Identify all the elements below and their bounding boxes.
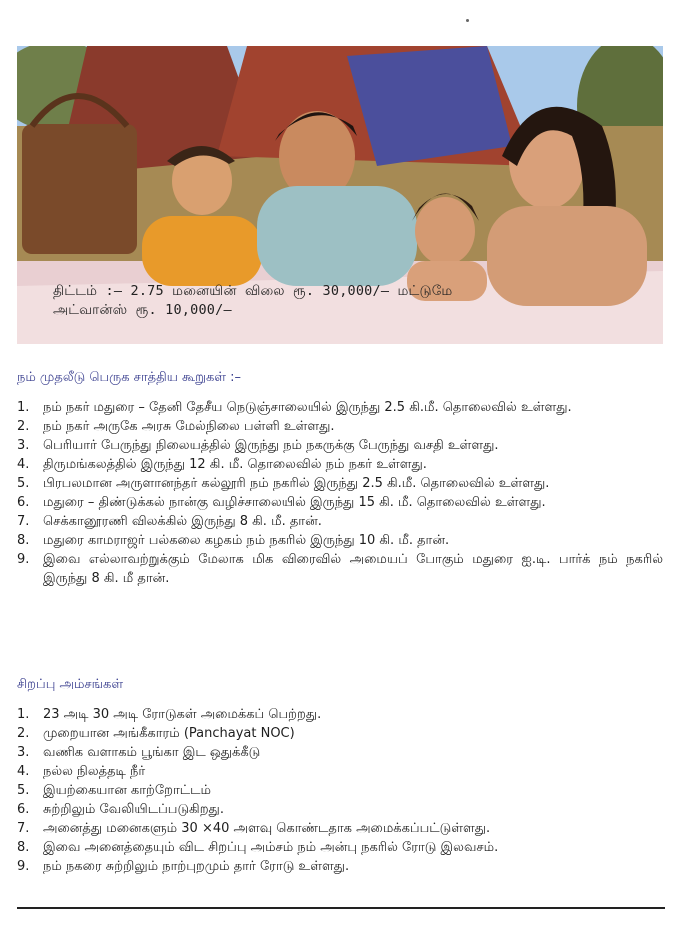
item-number: 3. — [17, 438, 30, 453]
list-item — [17, 493, 663, 512]
list-item — [17, 550, 663, 588]
list-item — [17, 705, 663, 724]
list-item — [17, 436, 663, 455]
advantages-list — [17, 398, 663, 588]
item-text: பிரபலமான அருளானந்தர் கல்லூரி நம் நகரில் இருந்து 2.5 கி.மீ. தொலைவில் உள்ளது. — [43, 476, 550, 491]
item-number: 2. — [17, 726, 30, 741]
features-heading: சிறப்பு அம்சங்கள் — [17, 677, 124, 692]
item-number: 5. — [17, 476, 30, 491]
list-item — [17, 474, 663, 493]
photo-caption — [53, 282, 452, 320]
item-text: பெரியார் பேருந்து நிலையத்தில் இருந்து நம் நகருக்கு பேருந்து வசதி உள்ளது. — [43, 438, 499, 453]
item-text: இயற்கையான காற்றோட்டம் — [43, 783, 211, 798]
item-text: வணிக வளாகம் பூங்கா இட ஒதுக்கீடு — [43, 745, 261, 760]
item-number: 1. — [17, 707, 30, 722]
item-text: இவை எல்லாவற்றுக்கும் மேலாக மிக விரைவில் அமையப் போகும் மதுரை ஐ.டி. பார்க் நம் நகரில் இருந்து 8 கி. மீ தான். — [43, 552, 663, 586]
item-number: 7. — [17, 821, 30, 836]
list-item — [17, 512, 663, 531]
speck — [466, 19, 469, 22]
list-item — [17, 781, 663, 800]
item-text: செக்கானூரணி விலக்கில் இருந்து 8 கி. மீ. தான். — [43, 514, 322, 529]
item-number: 2. — [17, 419, 30, 434]
item-text: மதுரை – திண்டுக்கல் நான்கு வழிச்சாலையில் இருந்து 15 கி. மீ. தொலைவில் உள்ளது. — [43, 495, 546, 510]
list-item — [17, 455, 663, 474]
list-item — [17, 819, 663, 838]
list-item — [17, 417, 663, 436]
item-text: நம் நகரை சுற்றிலும் நாற்புறமும் தார் ரோடு உள்ளது. — [43, 859, 350, 874]
item-number: 4. — [17, 764, 30, 779]
item-text: நம் நகர் மதுரை – தேனி தேசீய நெடுஞ்சாலையில் இருந்து 2.5 கி.மீ. தொலைவில் உள்ளது. — [43, 400, 572, 415]
item-number: 5. — [17, 783, 30, 798]
item-number: 1. — [17, 400, 30, 415]
item-text: மதுரை காமராஜர் பல்கலை கழகம் நம் நகரில் இருந்து 10 கி. மீ. தான். — [43, 533, 450, 548]
item-number: 9. — [17, 859, 30, 874]
list-item — [17, 838, 663, 857]
item-text: முறையான அங்கீகாரம் (Panchayat NOC) — [43, 726, 295, 741]
item-number: 8. — [17, 840, 30, 855]
list-item — [17, 857, 663, 876]
item-number: 7. — [17, 514, 30, 529]
item-text: திருமங்கலத்தில் இருந்து 12 கி. மீ. தொலைவில் நம் நகர் உள்ளது. — [43, 457, 427, 472]
item-number: 9. — [17, 552, 30, 567]
bottom-divider — [17, 907, 665, 909]
item-text: சுற்றிலும் வேலியிடப்படுகிறது. — [43, 802, 224, 817]
item-text: 23 அடி 30 அடி ரோடுகள் அமைக்கப் பெற்றது. — [43, 707, 322, 722]
list-item — [17, 724, 663, 743]
caption-advance: அட்வான்ஸ் ரூ. 10,000/– — [53, 302, 232, 318]
list-item — [17, 531, 663, 550]
list-item — [17, 743, 663, 762]
item-number: 4. — [17, 457, 30, 472]
item-text: நம் நகர் அருகே அரசு மேல்நிலை பள்ளி உள்ளது. — [43, 419, 335, 434]
list-item — [17, 398, 663, 417]
caption-price: திட்டம் :– 2.75 மனையின் விலை ரூ. 30,000/– மட்டுமே — [53, 283, 453, 299]
item-number: 6. — [17, 495, 30, 510]
list-item — [17, 800, 663, 819]
family-camping-photo — [17, 46, 663, 344]
item-text: இவை அனைத்தையும் விட சிறப்பு அம்சம் நம் அன்பு நகரில் ரோடு இலவசம். — [43, 840, 499, 855]
list-item — [17, 762, 663, 781]
item-number: 6. — [17, 802, 30, 817]
item-number: 3. — [17, 745, 30, 760]
advantages-heading: நம் முதலீடு பெருக சாத்திய கூறுகள் :– — [17, 370, 242, 385]
item-number: 8. — [17, 533, 30, 548]
features-list — [17, 705, 663, 876]
item-text: நல்ல நிலத்தடி நீர் — [43, 764, 146, 779]
item-text: அனைத்து மனைகளும் 30 ×40 அளவு கொண்டதாக அமைக்கப்பட்டுள்ளது. — [43, 821, 491, 836]
